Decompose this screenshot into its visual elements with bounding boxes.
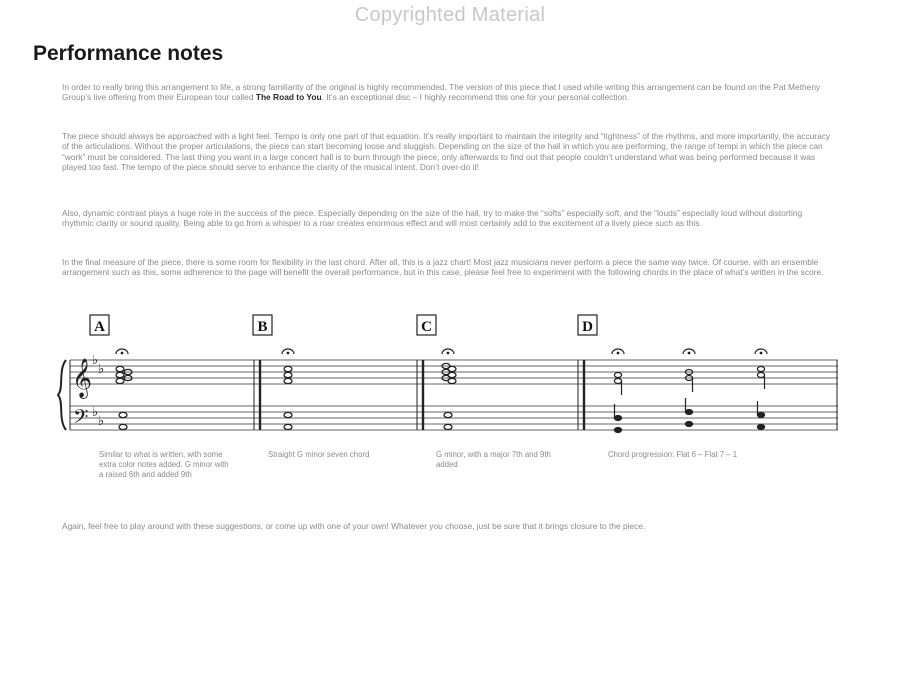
- caption-chord-d: Chord progression: Flat 6 – Flat 7 – 1: [608, 450, 738, 459]
- rehearsal-mark-b: [253, 315, 272, 335]
- paragraph-feel-tempo: The piece should always be approached with a light feel. Tempo is only one part of that equation. It’s really important to maintain the integrity and “tightness” of the rhythms, and more importantly, the accuracy of the articulations. Without the proper articulations, the piece can start becoming loose and sluggish. Depending on the size of the hall in which you are performing, the range of tempi in which the piece can “work” must be considered. The last thing you want in a large concert hall is to burn through the piece, only afterwards to find out that people couldn’t understand what was being performed because it was played too fast. The tempo of the piece should serve to enhance the clarity of the musical intent. Don’t over-do it!: [62, 131, 831, 172]
- chord-b-notes: [284, 366, 292, 429]
- copyright-watermark: Copyrighted Material: [354, 4, 546, 26]
- chord-d-notes: [614, 367, 764, 433]
- paragraph-familiarity-text-2: . It’s an exceptional disc – I highly recommend this one for your personal collection.: [321, 92, 630, 103]
- key-signature-bass: [92, 405, 104, 429]
- rehearsal-mark-a: [90, 315, 109, 335]
- fermata-icons: [116, 349, 767, 354]
- svg-text:♭: ♭: [98, 414, 105, 429]
- key-signature-treble: [92, 353, 104, 377]
- album-title: The Road to You: [255, 92, 322, 103]
- grand-staff-brace: [58, 360, 70, 430]
- caption-chord-c: G minor, with a major 7th and 9th added: [436, 450, 551, 469]
- rehearsal-letter-d: D: [582, 319, 593, 335]
- rehearsal-mark-d: [578, 315, 597, 335]
- svg-text:♭: ♭: [98, 362, 105, 377]
- paragraph-dynamics: Also, dynamic contrast plays a huge role in the success of the piece. Especially depending on the size of the hall, try to make the “softs” especially soft, and the “louds” especially loud without distorting rhythmic clarity or sound quality. Being able to go from a whisper to a roar creates enormous effect and will most certainly add to the excitement of a lively piece such as this.: [62, 208, 803, 229]
- bass-clef-icon: 𝄢: [73, 405, 89, 433]
- bass-staff: [70, 406, 838, 430]
- rehearsal-letter-a: A: [94, 319, 105, 335]
- treble-clef-icon: 𝄞: [72, 358, 93, 398]
- caption-chord-a: Similar to what is written, with some extra color notes added. G minor with a raised 6th and added 9th: [99, 450, 229, 479]
- caption-chord-b: Straight G minor seven chord: [268, 450, 370, 459]
- closing-paragraph: Again, feel free to play around with these suggestions, or come up with one of your own! Whatever you choose, just be sure that it brings closure to the piece.: [62, 521, 646, 531]
- svg-text:♭: ♭: [92, 405, 99, 420]
- chord-a-notes: [116, 366, 132, 429]
- svg-text:♭: ♭: [92, 353, 99, 368]
- paragraph-final-chord: In the final measure of the piece, there is some room for flexibility in the last chord. After all, this is a jazz chart! Most jazz musicians never perform a piece the same way twice. Of course, with an ensemble arrangement such as this, some adherence to the page will benefit the overall performance, but in this case, please feel free to experiment with the following chords in the place of what’s written in the score.: [62, 257, 824, 278]
- paragraph-familiarity-text-1: In order to really bring this arrangement to life, a strong familiarity of the original is highly recommended. The version of this piece that I used while writing this arrangement can be found on the Pat Metheny Group’s live offering from their European tour called: [62, 82, 821, 103]
- chord-c-notes: [442, 363, 456, 429]
- rehearsal-letter-b: B: [257, 319, 268, 335]
- rehearsal-mark-c: [417, 315, 436, 335]
- page-title: Performance notes: [33, 42, 224, 65]
- barlines: [254, 360, 837, 430]
- rehearsal-letter-c: C: [421, 319, 432, 335]
